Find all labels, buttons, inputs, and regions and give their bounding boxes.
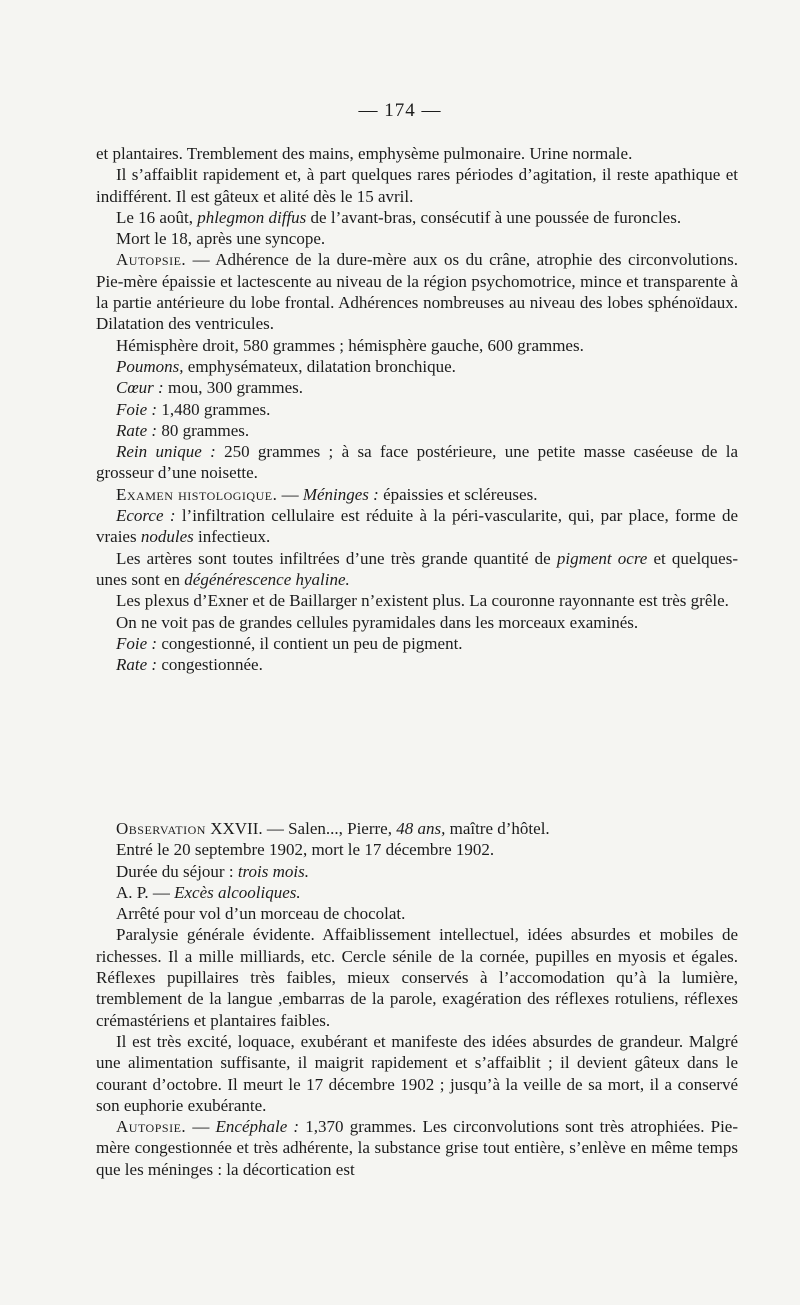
paragraph: et plantaires. Tremblement des mains, emphysème pulmonaire. Urine normale. [96, 144, 633, 163]
paragraph: Arrêté pour vol d’un morceau de chocolat. [116, 904, 406, 924]
case-continuation [96, 143, 738, 675]
paragraph: Il s’affaiblit rapidement et, à part quelques rares périodes d’agitation, il reste apathique et indifférent. Il est gâteux et alité dès le 15 avril. [96, 165, 738, 206]
paragraph: A. P. — Excès alcooliques. [116, 882, 301, 902]
histology-paragraph: Examen histologique. — Méninges : épaissies et scléreuses. [116, 484, 538, 504]
paragraph: Les artères sont toutes infiltrées d’une très grande quantité de pigment ocre et quelques-unes sont en dégénérescence hyaline. [96, 548, 738, 589]
paragraph: Entré le 20 septembre 1902, mort le 17 décembre 1902. [116, 840, 495, 860]
section-heading: Autopsie. [116, 250, 187, 270]
observation-heading: Observation XXVII. — Salen..., Pierre, 48 ans, maître d’hôtel. [116, 819, 550, 838]
paragraph: Foie : 1,480 grammes. [116, 399, 271, 419]
paragraph: Rate : congestionnée. [116, 655, 263, 675]
paragraph: Il est très excité, loquace, exubérant et manifeste des idées absurdes de grandeur. Malgré une alimentation suffisante, il maigrit rapidement et s’affaiblit ; il devient gâteux dans le courant d’octobre. Il meurt le 17 décembre 1902 ; jusqu’à la veille de sa mort, il a conservé son euphorie exubérante. [96, 1031, 738, 1115]
paragraph: Cœur : mou, 300 grammes. [116, 378, 304, 398]
paragraph: Hémisphère droit, 580 grammes ; hémisphère gauche, 600 grammes. [116, 335, 584, 355]
paragraph: On ne voit pas de grandes cellules pyramidales dans les morceaux examinés. [116, 612, 639, 632]
paragraph: Poumons, emphysémateux, dilatation bronchique. [116, 356, 456, 376]
paragraph: Paralysie générale évidente. Affaiblissement intellectuel, idées absurdes et mobiles de richesses. Il a mille milliards, etc. Cercle sénile de la cornée, pupilles en myosis et égales. Réflexes pupillaires très faibles, mieux conservés à l’accomodation qu’à la lumière, tremblement de la langue ,embarras de la parole, exagération des réflexes rotuliens, réflexes crémastériens et plantaires faibles. [96, 925, 738, 1030]
autopsy-paragraph: Autopsie. — Encéphale : 1,370 grammes. Les circonvolutions sont très atrophiées. Pie-mère congestionnée et très adhérente, la substance grise tout entière, s’enlève en même temps que les méninges : la décortication est [96, 1117, 739, 1179]
paragraph: Foie : congestionné, il contient un peu de pigment. [116, 633, 463, 653]
observation-xxvii [96, 818, 738, 1180]
paragraph: Mort le 18, après une syncope. [116, 229, 326, 249]
paragraph: Durée du séjour : trois mois. [116, 861, 309, 881]
paragraph: Les plexus d’Exner et de Baillarger n’existent plus. La couronne rayonnante est très grêle. [116, 591, 729, 611]
section-heading: Autopsie. [116, 1117, 187, 1137]
paragraph: Rein unique : 250 grammes ; à sa face postérieure, une petite masse caséeuse de la grosseur d’une noisette. [96, 442, 738, 483]
paragraph: Rate : 80 grammes. [116, 420, 250, 440]
section-heading: Examen histologique. [116, 484, 278, 504]
paragraph: Ecorce : l’infiltration cellulaire est réduite à la péri-vascularite, qui, par place, forme de vraies nodules infectieux. [96, 506, 738, 547]
paragraph: Le 16 août, phlegmon diffus de l’avant-bras, consécutif à une poussée de furoncles. [116, 207, 682, 227]
page-number: — 174 — [358, 100, 442, 121]
autopsy-paragraph: Autopsie. — Adhérence de la dure-mère aux os du crâne, atrophie des circonvolutions. Pie-mère épaissie et lactescente au niveau de la région psychomotrice, mince et transparente à la partie antérieure du lobe frontal. Adhérences nombreuses au niveau des lobes sphénoïdaux. Dilatation des ventricules. [96, 250, 738, 334]
